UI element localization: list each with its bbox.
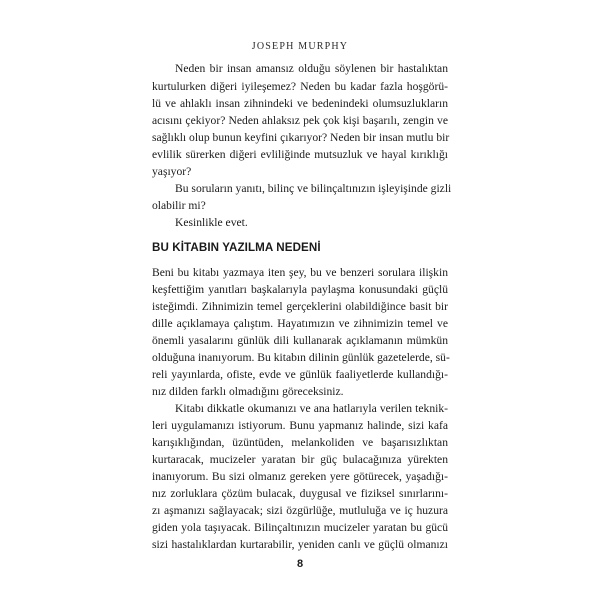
text-line: olduğuna inanıyorum. Bu kitabın dilinin günlük gazetelerde, sü- — [152, 351, 450, 364]
text-line: sağlıklı olup bunun keyfini çıkarıyor? Neden bir insan mutlu bir — [152, 131, 450, 144]
text-line: keşfettiğim yanıtları başkalarıyla paylaşma konusundaki güçlü — [152, 283, 448, 296]
text-line: lü ve ahlaklı insan zihnindeki ve bedenindeki olumsuzlukların — [152, 97, 448, 110]
text-line: inanıyorum. Bu sizi olmanız gereken yere götürecek, yaşadığı- — [152, 470, 448, 483]
page-number: 8 — [296, 558, 304, 570]
text-line: Kitabı dikkatle okumanızı ve ana hatlarıyla verilen teknik- — [175, 402, 448, 415]
text-line: acısını çekiyor? Neden ahlaksız pek çok kişi başarılı, zengin ve — [152, 114, 448, 127]
text-line: reli yayınlarda, ofiste, evde ve günlük faaliyetlerde kullandığı- — [152, 368, 448, 381]
section-heading: BU KİTABIN YAZILMA NEDENİ — [152, 241, 321, 254]
text-line: önemli yasalarını günlük dili kullanarak açıklamanın mümkün — [152, 334, 448, 347]
text-line: giden yola taşıyacak. Bilinçaltınızın mucizeler yaratan bu gücü — [152, 521, 448, 534]
text-line: evlilik sürerken diğeri evliliğinde mutsuzluk ve hayal kırıklığı — [152, 148, 448, 161]
text-line: dille açıklamaya çalıştım. Hayatımızın ve zihnimizin temel ve — [152, 317, 448, 330]
text-line: Kesinlikle evet. — [175, 216, 248, 229]
text-line: Neden bir insan amansız olduğu söylenen bir hastalıktan — [175, 62, 448, 75]
text-line: zı aşmanızı sağlayacak; sizi özgürlüğe, mutluluğa ve iç huzura — [152, 504, 448, 517]
text-line: nız dilden farklı olmadığını göreceksiniz. — [152, 385, 344, 398]
text-line: leri uygulamanızı istiyorum. Bunu yapmanız halinde, sizi kafa — [152, 419, 448, 432]
text-line: kurtulurken diğeri iyileşemez? Neden bu kadar fazla hoşgörü- — [152, 80, 448, 93]
text-line: Bu soruların yanıtı, bilinç ve bilinçaltınızın işleyişinde gizli — [175, 182, 452, 195]
text-line: yaşıyor? — [152, 165, 192, 178]
text-line: olabilir mi? — [152, 199, 206, 212]
running-head: JOSEPH MURPHY — [251, 41, 349, 52]
text-line: Beni bu kitabı yazmaya iten şey, bu ve benzeri sorulara ilişkin — [152, 266, 448, 279]
text-line: sizi hastalıklardan kurtarabilir, yeniden canlı ve güçlü olmanızı — [152, 538, 448, 551]
text-line: kurtaracak, mucizeler yaratan bir güç bulacağınıza yürekten — [152, 453, 448, 466]
text-line: isteğimdi. Zihnimizin temel gerçeklerini olabildiğince basit bir — [152, 300, 448, 313]
text-line: nız zorluklara çözüm bulacak, duygusal ve fiziksel sınırlarını- — [152, 487, 448, 500]
text-line: karışıklığından, üzüntüden, melankoliden ve başarısızlıktan — [152, 436, 448, 449]
